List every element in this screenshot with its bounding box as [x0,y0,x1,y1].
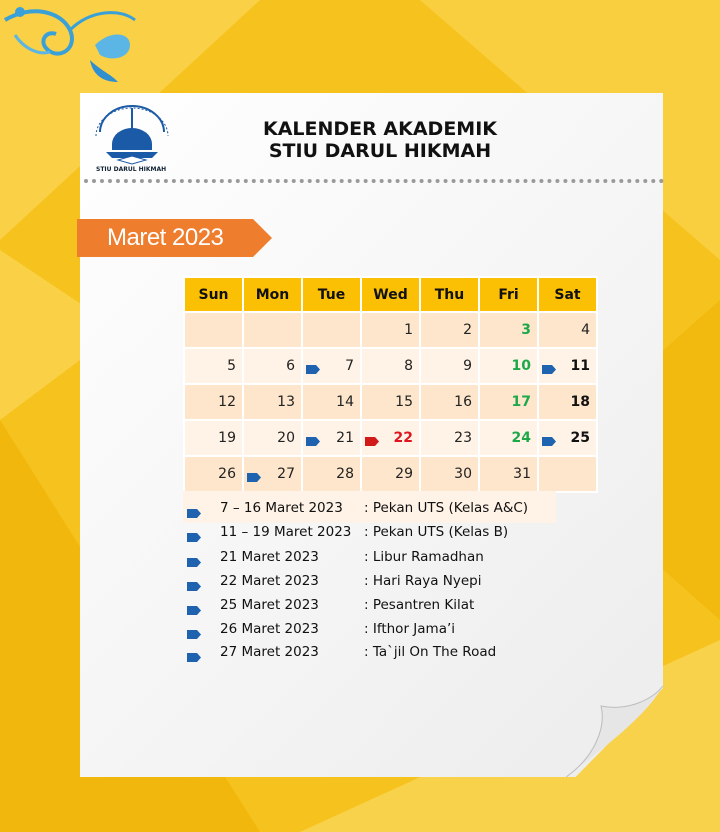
day-number: 28 [336,466,354,482]
weekday-header: Tue [302,277,361,312]
day-cell [184,384,243,420]
empty-day-cell [538,456,597,492]
day-cell [302,348,361,384]
day-number: 9 [463,358,472,374]
day-number: 1 [404,322,413,338]
day-cell [243,384,302,420]
day-number: 7 [345,358,354,374]
event-marker-icon [187,627,201,636]
day-cell [361,312,420,348]
event-item [187,500,607,522]
event-date: 7 – 16 Maret 2023 [220,500,343,516]
day-cell [420,456,479,492]
empty-day-cell [184,312,243,348]
day-cell [538,384,597,420]
event-marker-icon [187,650,201,659]
week-row [184,348,597,384]
day-cell [361,384,420,420]
day-cell [479,348,538,384]
day-number: 29 [395,466,413,482]
day-cell [538,348,597,384]
month-banner [77,219,272,257]
day-cell [420,312,479,348]
calendar-grid [183,276,598,493]
event-item [187,549,607,571]
week-row [184,456,597,492]
day-number: 20 [277,430,295,446]
event-date: 25 Maret 2023 [220,597,319,613]
day-cell [479,420,538,456]
event-description: : Pesantren Kilat [364,597,475,613]
day-number: 3 [521,322,531,338]
weekday-header: Wed [361,277,420,312]
day-number: 15 [395,394,413,410]
day-number: 22 [393,430,413,446]
event-description: : Pekan UTS (Kelas B) [364,524,509,540]
day-cell [302,384,361,420]
event-marker-icon [187,579,201,588]
event-description: : Libur Ramadhan [364,549,484,565]
weekday-header: Sat [538,277,597,312]
event-date: 21 Maret 2023 [220,549,319,565]
day-cell [538,312,597,348]
event-item [187,597,607,619]
floral-ornament-icon [0,0,150,90]
page-curl [566,686,663,777]
day-cell [479,312,538,348]
day-cell [184,456,243,492]
week-row [184,384,597,420]
event-description: : Hari Raya Nyepi [364,573,482,589]
event-item [187,524,607,546]
day-number: 25 [570,430,590,446]
day-cell [420,384,479,420]
event-item [187,573,607,595]
event-item [187,621,607,643]
day-cell [243,456,302,492]
weekday-header: Sun [184,277,243,312]
event-date: 27 Maret 2023 [220,644,319,660]
event-description: : Ifthor Jama’i [364,621,456,637]
day-number: 10 [511,358,531,374]
title-line-1: KALENDER AKADEMIK [263,118,497,140]
day-number: 26 [218,466,236,482]
day-number: 4 [581,322,590,338]
day-number: 8 [404,358,413,374]
day-cell [420,420,479,456]
day-number: 19 [218,430,236,446]
day-cell [243,348,302,384]
day-number: 23 [454,430,472,446]
event-item [187,644,607,666]
day-number: 16 [454,394,472,410]
weekday-header: Fri [479,277,538,312]
page-title [200,118,560,162]
day-number: 13 [277,394,295,410]
day-cell [479,456,538,492]
day-number: 27 [277,466,295,482]
logo-caption: STIU DARUL HIKMAH [96,166,167,173]
weekday-header: Mon [243,277,302,312]
month-label: Maret 2023 [107,224,224,251]
day-number: 21 [336,430,354,446]
day-number: 30 [454,466,472,482]
event-marker-icon [365,434,379,443]
week-row [184,312,597,348]
event-marker-icon [187,603,201,612]
empty-day-cell [243,312,302,348]
day-cell [361,420,420,456]
day-cell [243,420,302,456]
day-cell [479,384,538,420]
title-line-2: STIU DARUL HIKMAH [268,140,492,162]
event-marker-icon [306,362,320,371]
empty-day-cell [302,312,361,348]
event-date: 11 – 19 Maret 2023 [220,524,352,540]
day-number: 18 [570,394,590,410]
day-number: 24 [511,430,531,446]
day-number: 11 [570,358,590,374]
day-cell [302,420,361,456]
day-cell [361,456,420,492]
day-number: 5 [227,358,236,374]
day-cell [420,348,479,384]
day-cell [538,420,597,456]
event-marker-icon [247,470,261,479]
day-cell [302,456,361,492]
day-number: 12 [218,394,236,410]
divider [84,179,664,183]
event-marker-icon [306,434,320,443]
event-marker-icon [542,434,556,443]
day-cell [184,420,243,456]
event-description: : Pekan UTS (Kelas A&C) [364,500,529,516]
day-cell [184,348,243,384]
day-number: 2 [463,322,472,338]
day-number: 14 [336,394,354,410]
campus-logo [88,100,176,176]
event-date: 26 Maret 2023 [220,621,319,637]
event-marker-icon [187,555,201,564]
event-marker-icon [542,362,556,371]
week-row [184,420,597,456]
event-description: : Ta`jil On The Road [364,644,497,660]
day-number: 17 [511,394,531,410]
weekday-header-row [184,277,597,312]
event-marker-icon [187,506,201,515]
day-cell [361,348,420,384]
day-number: 6 [286,358,295,374]
event-date: 22 Maret 2023 [220,573,319,589]
day-number: 31 [513,466,531,482]
event-marker-icon [187,530,201,539]
weekday-header: Thu [420,277,479,312]
